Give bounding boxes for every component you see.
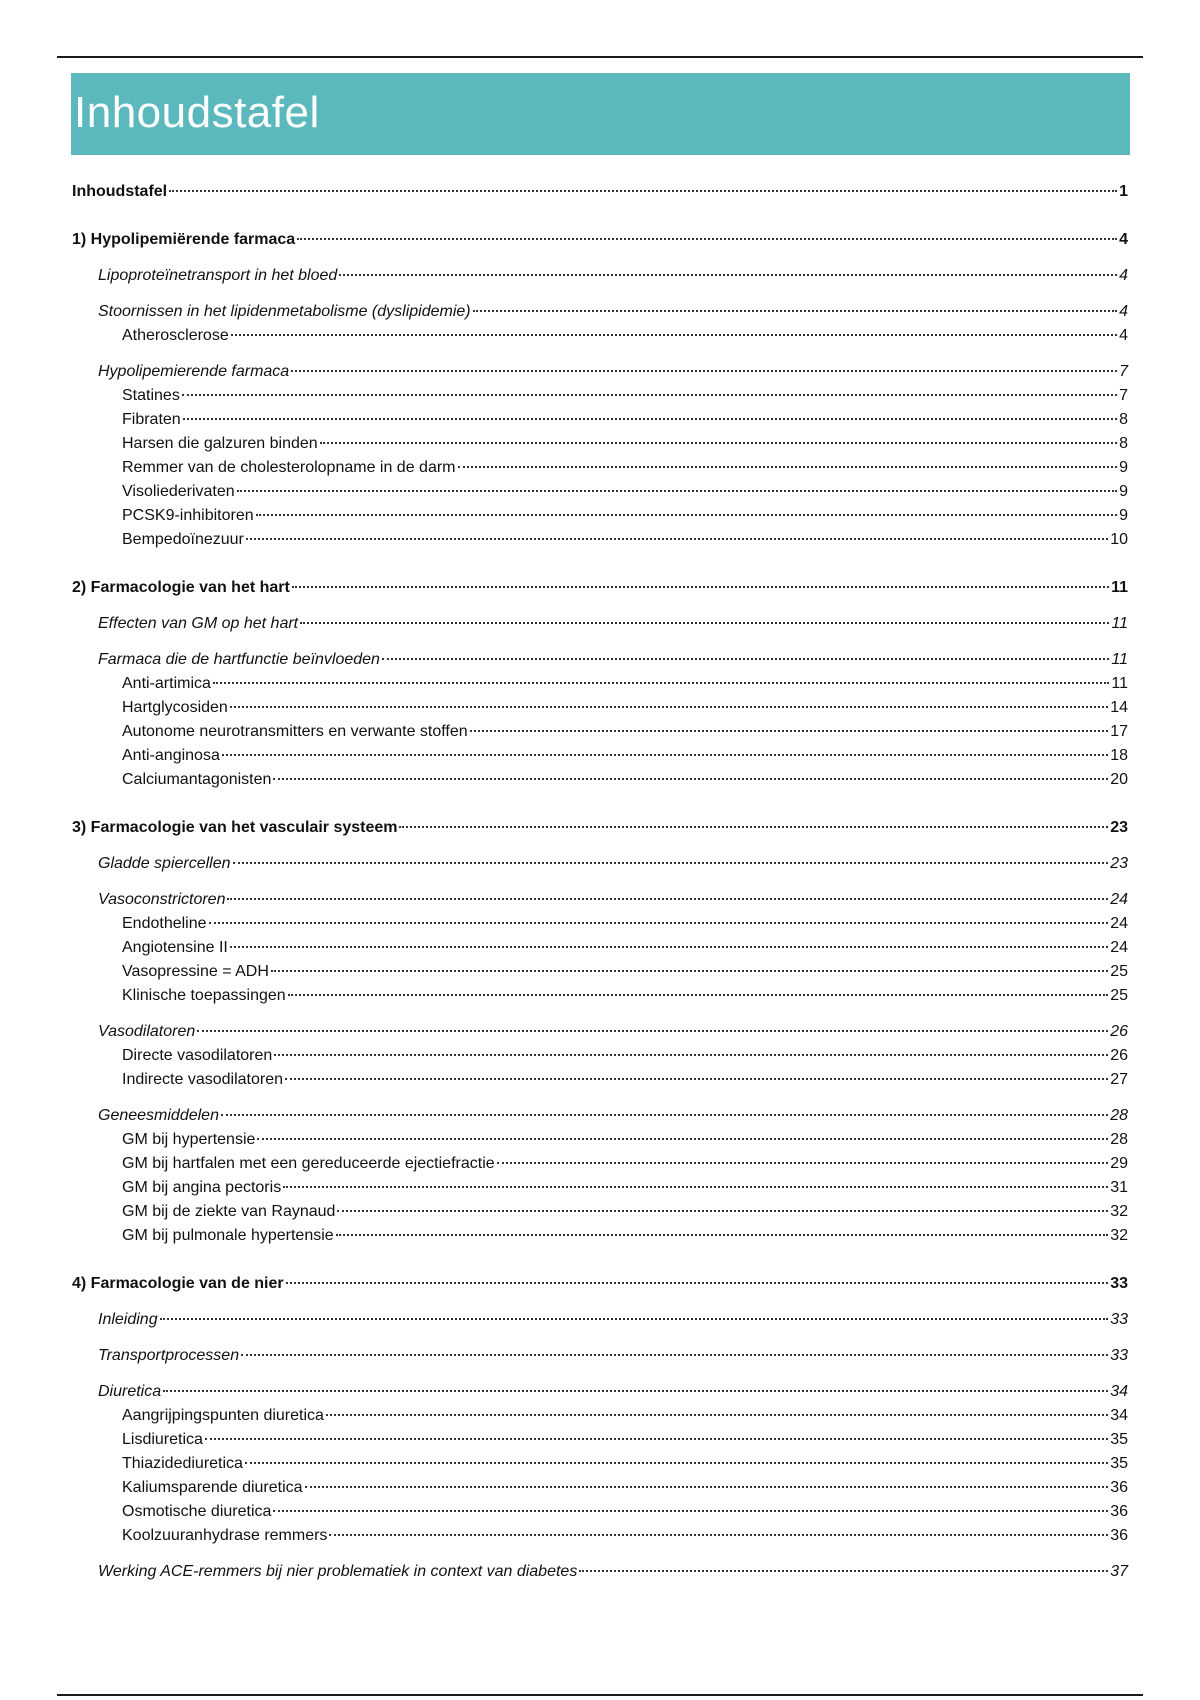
dot-leader xyxy=(336,1234,1109,1236)
toc-entry[interactable]: Indirecte vasodilatoren 27 xyxy=(122,1071,1128,1088)
toc-entry[interactable]: Visoliederivaten 9 xyxy=(122,483,1128,500)
toc-entry[interactable]: GM bij de ziekte van Raynaud 32 xyxy=(122,1203,1128,1220)
toc-entry[interactable]: Calciumantagonisten 20 xyxy=(122,771,1128,788)
dot-leader xyxy=(182,394,1117,396)
toc-entry[interactable]: Anti-artimica 11 xyxy=(122,675,1128,692)
toc-entry[interactable]: Bempedoïnezuur 10 xyxy=(122,531,1128,548)
dot-leader xyxy=(291,370,1117,372)
dot-leader xyxy=(205,1438,1108,1440)
toc-entry[interactable]: Vasoconstrictoren 24 xyxy=(98,891,1128,908)
dot-leader xyxy=(470,730,1109,732)
toc-entry[interactable]: Hartglycosiden 14 xyxy=(122,699,1128,716)
dot-leader xyxy=(326,1414,1108,1416)
dot-leader xyxy=(339,274,1117,276)
dot-leader xyxy=(230,706,1108,708)
toc-entry[interactable]: Hypolipemierende farmaca 7 xyxy=(98,363,1128,380)
dot-leader xyxy=(288,994,1109,996)
dot-leader xyxy=(231,334,1117,336)
toc-entry[interactable]: Inleiding 33 xyxy=(98,1311,1128,1328)
dot-leader xyxy=(458,466,1118,468)
toc-entry[interactable]: Lisdiuretica 35 xyxy=(122,1431,1128,1448)
dot-leader xyxy=(305,1486,1109,1488)
toc-entry[interactable]: Endotheline 24 xyxy=(122,915,1128,932)
dot-leader xyxy=(300,622,1109,624)
toc-entry[interactable]: PCSK9-inhibitoren 9 xyxy=(122,507,1128,524)
dot-leader xyxy=(274,1054,1108,1056)
toc-entry[interactable]: Remmer van de cholesterolopname in de darm 9 xyxy=(122,459,1128,476)
dot-leader xyxy=(230,946,1108,948)
toc-entry[interactable]: Inhoudstafel 1 xyxy=(72,183,1128,200)
dot-leader xyxy=(273,1510,1108,1512)
toc-entry[interactable]: 4) Farmacologie van de nier 33 xyxy=(72,1275,1128,1292)
toc-entry[interactable]: Fibraten 8 xyxy=(122,411,1128,428)
dot-leader xyxy=(283,1186,1108,1188)
dot-leader xyxy=(382,658,1109,660)
toc-entry[interactable]: Thiazidediuretica 35 xyxy=(122,1455,1128,1472)
dot-leader xyxy=(257,1138,1108,1140)
toc-entry[interactable]: 2) Farmacologie van het hart 11 xyxy=(72,579,1128,596)
dot-leader xyxy=(233,862,1109,864)
toc-entry[interactable]: Lipoproteïnetransport in het bloed 4 xyxy=(98,267,1128,284)
toc-entry[interactable]: Osmotische diuretica 36 xyxy=(122,1503,1128,1520)
toc-entry[interactable]: Effecten van GM op het hart 11 xyxy=(98,615,1128,632)
dot-leader xyxy=(579,1570,1108,1572)
dot-leader xyxy=(213,682,1109,684)
dot-leader xyxy=(221,1114,1108,1116)
toc-entry[interactable]: Statines 7 xyxy=(122,387,1128,404)
dot-leader xyxy=(271,970,1108,972)
toc-entry[interactable]: Farmaca die de hartfunctie beïnvloeden 11 xyxy=(98,651,1128,668)
title-banner xyxy=(71,73,1130,155)
dot-leader xyxy=(473,310,1117,312)
dot-leader xyxy=(497,1162,1109,1164)
dot-leader xyxy=(399,826,1108,828)
page-title: Inhoudstafel xyxy=(74,88,320,137)
dot-leader xyxy=(292,586,1109,588)
toc-entry[interactable]: 3) Farmacologie van het vasculair systeem 23 xyxy=(72,819,1128,836)
toc-entry[interactable]: Koolzuuranhydrase remmers 36 xyxy=(122,1527,1128,1544)
header-rule xyxy=(57,56,1143,58)
toc-entry[interactable]: Werking ACE-remmers bij nier problematiek in context van diabetes 37 xyxy=(98,1563,1128,1580)
dot-leader xyxy=(245,1462,1108,1464)
toc-entry[interactable]: Angiotensine II 24 xyxy=(122,939,1128,956)
toc-entry[interactable]: Transportprocessen 33 xyxy=(98,1347,1128,1364)
toc-entry[interactable]: Stoornissen in het lipidenmetabolisme (dyslipidemie) 4 xyxy=(98,303,1128,320)
dot-leader xyxy=(329,1534,1108,1536)
toc-entry[interactable]: GM bij hypertensie 28 xyxy=(122,1131,1128,1148)
dot-leader xyxy=(246,538,1108,540)
dot-leader xyxy=(209,922,1109,924)
dot-leader xyxy=(285,1078,1108,1080)
table-of-contents xyxy=(72,180,1128,1584)
dot-leader xyxy=(227,898,1108,900)
toc-entry[interactable]: Autonome neurotransmitters en verwante stoffen 17 xyxy=(122,723,1128,740)
dot-leader xyxy=(197,1030,1108,1032)
toc-entry[interactable]: Anti-anginosa 18 xyxy=(122,747,1128,764)
toc-entry[interactable]: GM bij angina pectoris 31 xyxy=(122,1179,1128,1196)
toc-entry[interactable]: Klinische toepassingen 25 xyxy=(122,987,1128,1004)
dot-leader xyxy=(183,418,1117,420)
toc-entry[interactable]: GM bij pulmonale hypertensie 32 xyxy=(122,1227,1128,1244)
toc-entry[interactable]: GM bij hartfalen met een gereduceerde ejectiefractie 29 xyxy=(122,1155,1128,1172)
dot-leader xyxy=(241,1354,1108,1356)
toc-entry[interactable]: Vasodilatoren 26 xyxy=(98,1023,1128,1040)
footer-rule xyxy=(57,1694,1143,1696)
toc-entry[interactable]: Geneesmiddelen 28 xyxy=(98,1107,1128,1124)
dot-leader xyxy=(160,1318,1109,1320)
dot-leader xyxy=(286,1282,1109,1284)
toc-entry[interactable]: Directe vasodilatoren 26 xyxy=(122,1047,1128,1064)
dot-leader xyxy=(256,514,1117,516)
dot-leader xyxy=(222,754,1108,756)
dot-leader xyxy=(163,1390,1108,1392)
toc-entry[interactable]: Vasopressine = ADH 25 xyxy=(122,963,1128,980)
dot-leader xyxy=(297,238,1117,240)
dot-leader xyxy=(337,1210,1108,1212)
dot-leader xyxy=(320,442,1117,444)
toc-entry[interactable]: Kaliumsparende diuretica 36 xyxy=(122,1479,1128,1496)
dot-leader xyxy=(169,190,1117,192)
toc-entry[interactable]: 1) Hypolipemiërende farmaca 4 xyxy=(72,231,1128,248)
toc-entry[interactable]: Atherosclerose 4 xyxy=(122,327,1128,344)
dot-leader xyxy=(273,778,1108,780)
dot-leader xyxy=(237,490,1117,492)
toc-entry[interactable]: Diuretica 34 xyxy=(98,1383,1128,1400)
toc-entry[interactable]: Harsen die galzuren binden 8 xyxy=(122,435,1128,452)
toc-entry[interactable]: Gladde spiercellen 23 xyxy=(98,855,1128,872)
toc-entry[interactable]: Aangrijpingspunten diuretica 34 xyxy=(122,1407,1128,1424)
